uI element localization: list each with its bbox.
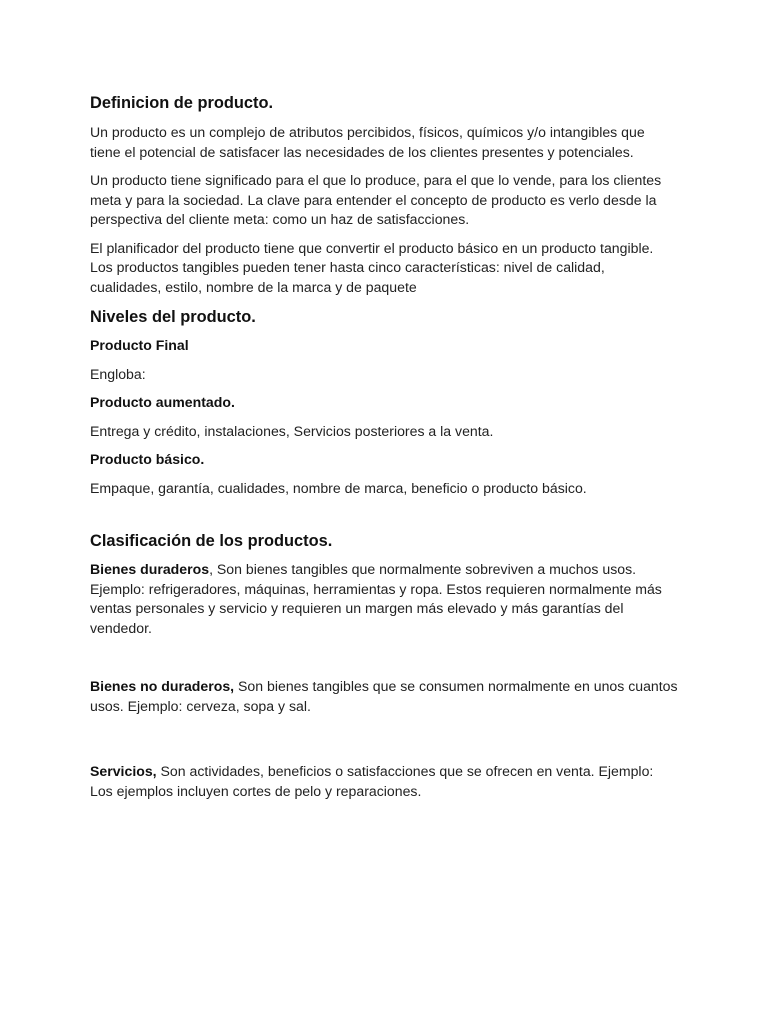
paragraph-definicion-2: Un producto tiene significado para el que lo produce, para el que lo vende, para los clientes meta y para la sociedad. La clave para entender el concepto de producto es verlo desde la perspectiva del cliente meta: como un haz de satisfacciones. — [90, 172, 662, 227]
section-heading-clasificacion: Clasificación de los productos. — [90, 532, 333, 550]
section-heading-definicion: Definicion de producto. — [90, 94, 274, 112]
paragraph-definicion-3: El planificador del producto tiene que convertir el producto básico en un producto tangible. Los productos tangibles pueden tener hasta cinco características: nivel de calidad, cualidades, estilo, nombre de la marca y de paquete — [90, 239, 654, 295]
classification-term: Bienes duraderos — [90, 561, 210, 577]
spacer — [90, 725, 678, 762]
paragraph-definicion-1: Un producto es un complejo de atributos percibidos, físicos, químicos y/o intangibles que tiene el potencial de satisfacer las necesidades de los clientes presentes y potenciales. — [90, 124, 645, 160]
classification-term: Servicios, — [90, 763, 157, 779]
classification-description: Son actividades, beneficios o satisfacciones que se ofrecen en venta. Ejemplo: Los ejemplos incluyen cortes de pelo y reparaciones. — [90, 763, 654, 799]
spacer — [90, 507, 678, 530]
section-heading-niveles: Niveles del producto. — [90, 308, 256, 326]
level-title-basico: Producto básico. — [90, 451, 205, 467]
level-title-final: Producto Final — [90, 337, 189, 353]
classification-item-no-duraderos — [90, 677, 678, 716]
classification-term: Bienes no duraderos, — [90, 678, 235, 694]
level-text-basico: Empaque, garantía, cualidades, nombre de marca, beneficio o producto básico. — [90, 479, 587, 496]
level-text-final: Engloba: — [90, 365, 146, 382]
level-title-aumentado: Producto aumentado. — [90, 394, 235, 410]
classification-description: , Son bienes tangibles que normalmente sobreviven a muchos usos. Ejemplo: refrigeradores, máquinas, herramientas y ropa. Estos requieren normalmente más ventas personales y servicio y requieren un margen más elevado y más garantías del vendedor. — [90, 561, 662, 636]
spacer — [90, 647, 678, 677]
classification-item-servicios — [90, 762, 678, 801]
classification-description: Son bienes tangibles que se consumen normalmente en unos cuantos usos. Ejemplo: cerveza, sopa y sal. — [90, 678, 678, 714]
classification-item-duraderos — [90, 560, 678, 638]
level-text-aumentado: Entrega y crédito, instalaciones, Servicios posteriores a la venta. — [90, 422, 494, 439]
